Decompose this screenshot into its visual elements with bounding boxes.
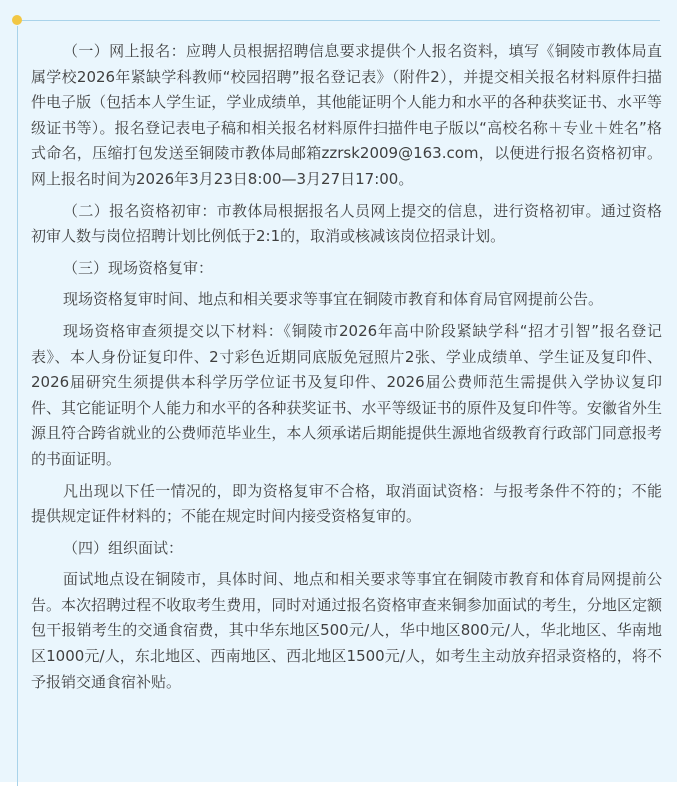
heading-onsite-review: （三）现场资格复审： (63, 258, 214, 277)
article-body (31, 39, 662, 701)
heading-interview: （四）组织面试： (63, 538, 184, 557)
paragraph-onsite-review-notice: 现场资格复审时间、地点和相关要求等事宜在铜陵市教育和体育局官网提前公告。 (63, 290, 604, 309)
top-divider (20, 20, 660, 21)
paragraph-online-registration: （一）网上报名：应聘人员根据招聘信息要求提供个人报名资料，填写《铜陵市教体局直属学校2026年紧缺学科教师“校园招聘”报名登记表》（附件2），并提交相关报名材料原件扫描件电子版（包括本人学生证，学业成绩单，其他能证明个人能力和水平的各种获奖证书、水平等级证书等）。报名登记表电子稿和相关报名材料原件扫描件电子版以“高校名称＋专业＋姓名”格式命名，压缩打包发送至铜陵市教体局邮箱zzrsk2009@163.com，以便进行报名资格初审。网上报名时间为2026年3月23日8:00—3月27日17:00。 (31, 42, 662, 188)
paragraph-interview-details: 面试地点设在铜陵市，具体时间、地点和相关要求等事宜在铜陵市教育和体育局网提前公告。本次招聘过程不收取考生费用，同时对通过报名资格审查来铜参加面试的考生，分地区定额包干报销考生的交通食宿费，其中华东地区500元/人，华中地区800元/人，华北地区、华南地区1000元/人，东北地区、西南地区、西北地区1500元/人，如考生主动放弃招录资格的，将不予报销交通食宿补贴。 (31, 570, 662, 691)
paragraph-onsite-materials: 现场资格审查须提交以下材料：《铜陵市2026年高中阶段紧缺学科“招才引智”报名登记表》、本人身份证复印件、2寸彩色近期同底版免冠照片2张、学业成绩单、学生证及复印件、2026届研究生须提供本科学历学位证书及复印件、2026届公费师范生需提供入学协议复印件、其它能证明个人能力和水平的各种获奖证书、水平等级证书的原件及复印件等。安徽省外生源且符合跨省就业的公费师范毕业生，本人须承诺后期能提供生源地省级教育行政部门同意报考的书面证明。 (31, 321, 662, 468)
left-divider (17, 26, 18, 786)
paragraph-disqualification: 凡出现以下任一情况的，即为资格复审不合格，取消面试资格：与报考条件不符的；不能提供规定证件材料的；不能在规定时间内接受资格复审的。 (31, 481, 662, 526)
paragraph-preliminary-review: （二）报名资格初审：市教体局根据报名人员网上提交的信息，进行资格初审。通过资格初审人数与岗位招聘计划比例低于2:1的，取消或核减该岗位招录计划。 (31, 201, 662, 246)
bullet-dot-icon (12, 15, 22, 25)
